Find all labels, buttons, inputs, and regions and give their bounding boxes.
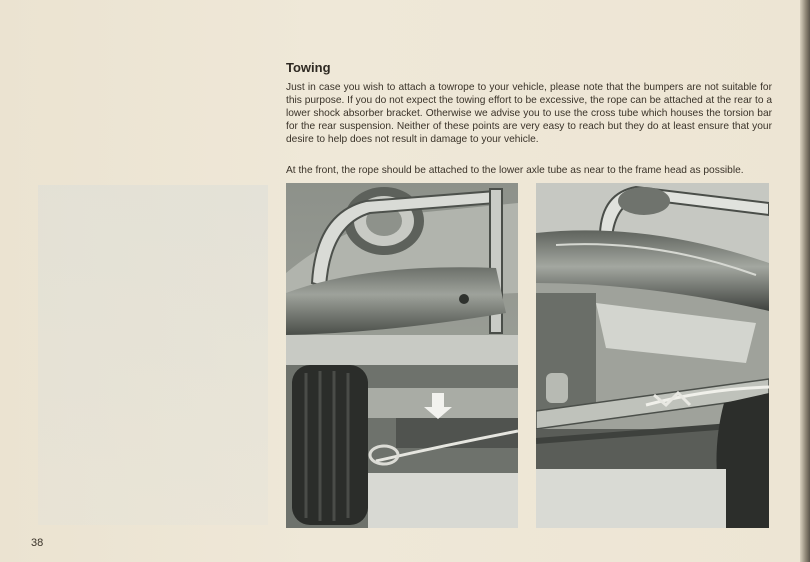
body-paragraph-1: Just in case you wish to attach a towrope to your vehicle, please note that the bumpers are not suitable for this purpose. If you do not expect the towing effort to be excessive, the rope can be attached at the rear to a lower shock absorber bracket. Otherwise we advise you to use the cross tube which houses the torsion bar for the rear suspension. Neither of these points are very easy to reach but they do at least ensure that your desire to help does not result in damage to your vehicle. xyxy=(286,82,772,146)
photo-rear-tow-point xyxy=(536,183,769,528)
page-number: 38 xyxy=(31,537,44,549)
section-title: Towing xyxy=(286,60,331,75)
faded-bleed-through xyxy=(38,185,268,525)
photo-front-tow-point xyxy=(286,183,518,528)
body-paragraph-2: At the front, the rope should be attached to the lower axle tube as near to the frame head as possible. xyxy=(286,165,744,176)
page-spine-edge xyxy=(800,0,810,562)
